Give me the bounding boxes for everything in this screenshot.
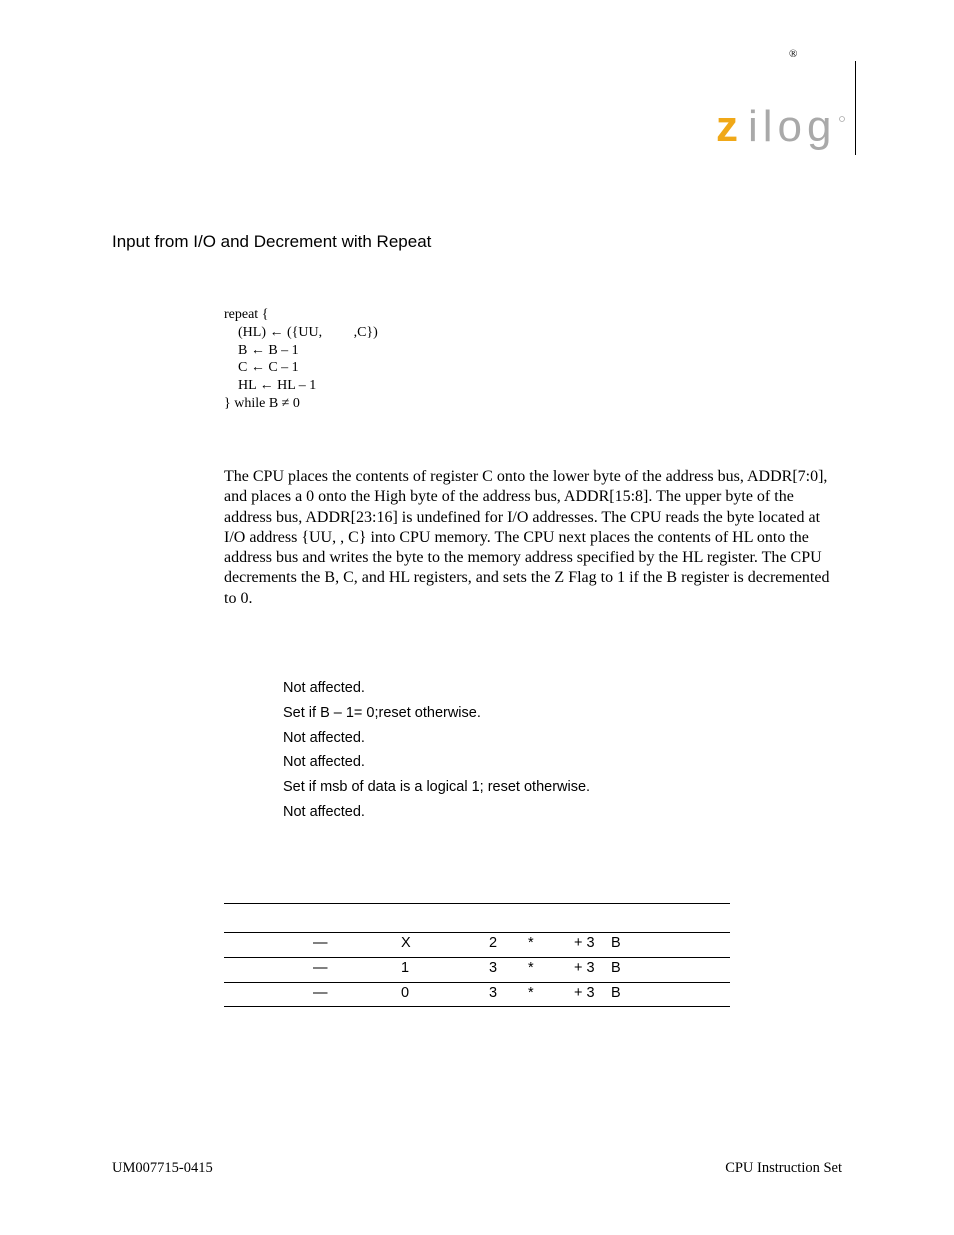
footer-doc-number: UM007715-0415 bbox=[112, 1160, 213, 1176]
registered-mark: ® bbox=[789, 48, 798, 60]
table-cell: X bbox=[401, 935, 411, 951]
description-paragraph: The CPU places the contents of register C onto the lower byte of the address bus, ADDR[7:0], and places a 0 onto the High byte of the address bus, ADDR[15:8]. The upper byte of the address bus, ADDR[23:16] is undefined for I/O addresses. The CPU reads the byte located at I/O address {UU, , C} into CPU memory. The CPU next places the contents of HL onto the address bus and writes the byte to the memory address specified by the HL register. The CPU decrements the B, C, and HL registers, and sets the Z Flag to 1 if the B register is decremented to 0. bbox=[224, 468, 830, 607]
table-cell: 3 bbox=[489, 960, 498, 976]
flag-description: Set if B – 1= 0;reset otherwise. bbox=[283, 704, 481, 721]
table-cell: — bbox=[313, 935, 328, 951]
table-cell: — bbox=[313, 985, 328, 1001]
table-rule bbox=[224, 932, 730, 933]
condition-flags-list bbox=[283, 678, 590, 827]
flag-description: Not affected. bbox=[283, 680, 365, 696]
operation-line: (HL) ← ({UU, ,C}) bbox=[224, 324, 378, 340]
section-title: Input from I/O and Decrement with Repeat bbox=[112, 232, 432, 251]
table-cell: — bbox=[313, 960, 328, 976]
operation-pseudocode bbox=[224, 306, 378, 413]
table-rule bbox=[224, 957, 730, 958]
table-rule bbox=[224, 982, 730, 983]
table-cell: 3 bbox=[489, 985, 498, 1001]
flag-description: Not affected. bbox=[283, 729, 365, 746]
zilog-logo bbox=[712, 105, 852, 157]
operation-line: C ← C – 1 bbox=[224, 360, 299, 376]
table-cell: + 3 bbox=[574, 985, 595, 1001]
table-cell: + 3 bbox=[574, 935, 595, 951]
operation-line: B ← B – 1 bbox=[224, 342, 299, 358]
table-cell: * bbox=[528, 985, 534, 1001]
table-rule-bottom bbox=[224, 1006, 730, 1007]
table-cell: * bbox=[528, 960, 534, 976]
operation-line: } while B ≠ 0 bbox=[224, 395, 300, 411]
header-divider bbox=[855, 61, 856, 155]
table-cell: B bbox=[611, 985, 621, 1001]
table-cell: B bbox=[611, 960, 621, 976]
table-cell: 0 bbox=[401, 985, 410, 1001]
table-cell: 1 bbox=[401, 960, 410, 976]
svg-text:z: z bbox=[716, 105, 738, 151]
operation-line: repeat { bbox=[224, 307, 269, 322]
svg-text:ilog: ilog bbox=[748, 105, 837, 151]
table-cell: + 3 bbox=[574, 960, 595, 976]
table-cell: 2 bbox=[489, 935, 498, 951]
flag-description: Not affected. bbox=[283, 803, 365, 820]
table-rule-top bbox=[224, 903, 730, 904]
footer-section: CPU Instruction Set bbox=[725, 1160, 842, 1176]
flag-description: Not affected. bbox=[283, 754, 365, 771]
table-cell: B bbox=[611, 935, 621, 951]
operation-line: HL ← HL – 1 bbox=[224, 378, 317, 394]
table-cell: * bbox=[528, 935, 534, 951]
flag-description: Set if msb of data is a logical 1; reset otherwise. bbox=[283, 779, 591, 796]
